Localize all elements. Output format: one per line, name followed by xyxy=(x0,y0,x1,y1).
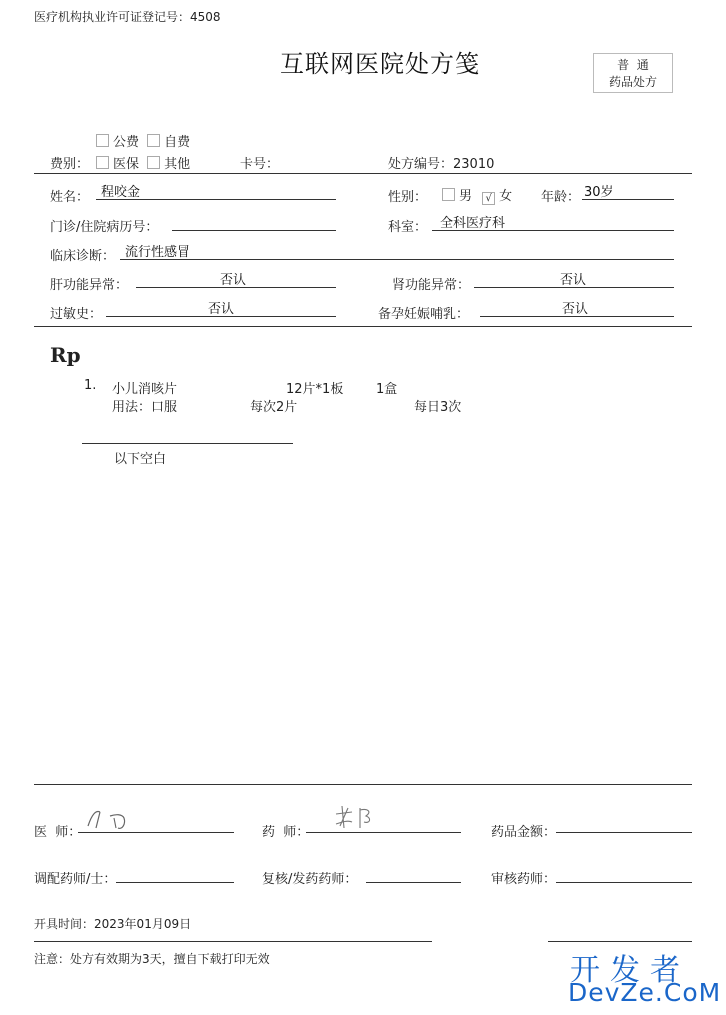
age-label: 年龄： xyxy=(541,190,581,205)
audit-label: 审核药师： xyxy=(491,872,557,887)
rp-item-name: 小儿消咳片 xyxy=(112,382,178,397)
liver-value: 否认 xyxy=(220,273,247,288)
record-label: 门诊/住院病历号： xyxy=(50,220,159,235)
issue-date-label: 开具时间： xyxy=(34,917,95,931)
amount-label: 药品金额： xyxy=(491,825,557,840)
note-divider-right xyxy=(548,941,692,942)
diagnosis-field xyxy=(120,243,674,260)
issue-date-value: 2023年01月09日 xyxy=(94,917,192,931)
checkbox-public[interactable] xyxy=(96,134,109,147)
validity-note: 注意：处方有效期为3天，擅自下载打印无效 xyxy=(34,952,270,966)
dept-field xyxy=(432,214,674,231)
kidney-value: 否认 xyxy=(560,273,587,288)
gender-female-label: 女 xyxy=(499,189,513,204)
doctor-signature xyxy=(82,806,172,834)
kidney-field xyxy=(474,271,674,288)
fee-options-row1 xyxy=(96,131,190,150)
rp-item-qty: 1盒 xyxy=(376,382,398,397)
name-label: 姓名： xyxy=(50,190,90,205)
fee-insurance-label: 医保 xyxy=(113,157,140,172)
review-label: 复核/发药药师： xyxy=(262,872,358,887)
gender-options xyxy=(442,185,512,205)
allergy-value: 否认 xyxy=(208,302,235,317)
blank-divider xyxy=(82,443,293,444)
rx-number-label xyxy=(388,153,494,172)
doctor-label: 医 师： xyxy=(34,825,82,840)
patient-divider xyxy=(34,326,692,327)
rp-item-frequency: 每日3次 xyxy=(414,400,462,415)
dept-label: 科室： xyxy=(388,220,428,235)
checkbox-insurance[interactable] xyxy=(96,156,109,169)
license-number: 医疗机构执业许可证登记号：4508 xyxy=(34,10,221,24)
review-field xyxy=(366,866,461,883)
stamp-line-1: 普 通 xyxy=(617,58,649,72)
patient-age: 30岁 xyxy=(584,185,614,200)
rp-item-spec: 12片*1板 xyxy=(286,382,344,397)
checkbox-other[interactable] xyxy=(147,156,160,169)
rp-item-dose: 每次2片 xyxy=(250,400,298,415)
watermark-cn: 开发者 xyxy=(570,953,690,988)
allergy-field xyxy=(106,300,336,317)
stamp-line-2: 药品处方 xyxy=(608,75,657,89)
dispense-field xyxy=(116,866,234,883)
dept-value: 全科医疗科 xyxy=(440,216,506,231)
checkbox-female[interactable]: √ xyxy=(482,192,495,205)
fee-self-label: 自费 xyxy=(164,135,191,150)
issue-date xyxy=(34,915,191,932)
gender-label: 性别： xyxy=(388,190,428,205)
footer-divider xyxy=(34,784,692,785)
pregnancy-label: 备孕妊娠哺乳： xyxy=(378,307,470,322)
page-title: 互联网医院处方笺 xyxy=(280,50,480,78)
amount-field xyxy=(556,816,692,833)
note-divider-left xyxy=(34,941,432,942)
allergy-label: 过敏史： xyxy=(50,307,103,322)
pregnancy-value: 否认 xyxy=(562,302,589,317)
pharmacist-signature xyxy=(330,800,390,832)
audit-field xyxy=(556,866,692,883)
gender-male-label: 男 xyxy=(459,189,473,204)
fee-public-label: 公费 xyxy=(113,135,140,150)
name-field xyxy=(96,183,336,200)
pharmacist-label: 药 师： xyxy=(262,825,310,840)
blank-note: 以下空白 xyxy=(114,452,167,467)
checkbox-self[interactable] xyxy=(147,134,160,147)
liver-field xyxy=(136,271,336,288)
watermark-en: DevZe.CoM xyxy=(568,978,722,1007)
kidney-label: 肾功能异常： xyxy=(392,278,471,293)
rp-title: Rp xyxy=(50,343,81,367)
rp-item-usage: 用法：口服 xyxy=(112,400,178,415)
rx-number-value: 23010 xyxy=(453,157,495,172)
prescription-type-stamp xyxy=(593,53,673,93)
rx-number-caption: 处方编号： xyxy=(388,157,454,172)
diagnosis-value: 流行性感冒 xyxy=(125,245,191,260)
fee-label: 费别： xyxy=(50,157,90,172)
liver-label: 肝功能异常： xyxy=(50,278,129,293)
age-field xyxy=(582,183,674,200)
fee-other-label: 其他 xyxy=(164,157,191,172)
diagnosis-label: 临床诊断： xyxy=(50,249,116,264)
checkbox-male[interactable] xyxy=(442,188,455,201)
card-number-label: 卡号： xyxy=(240,157,280,172)
patient-name: 程咬金 xyxy=(101,185,141,200)
fee-options-row2 xyxy=(96,153,190,172)
pregnancy-field xyxy=(480,300,674,317)
rp-item-number: 1. xyxy=(84,378,97,393)
record-field xyxy=(172,215,336,231)
header-divider xyxy=(34,173,692,174)
dispense-label: 调配药师/士： xyxy=(34,872,117,887)
